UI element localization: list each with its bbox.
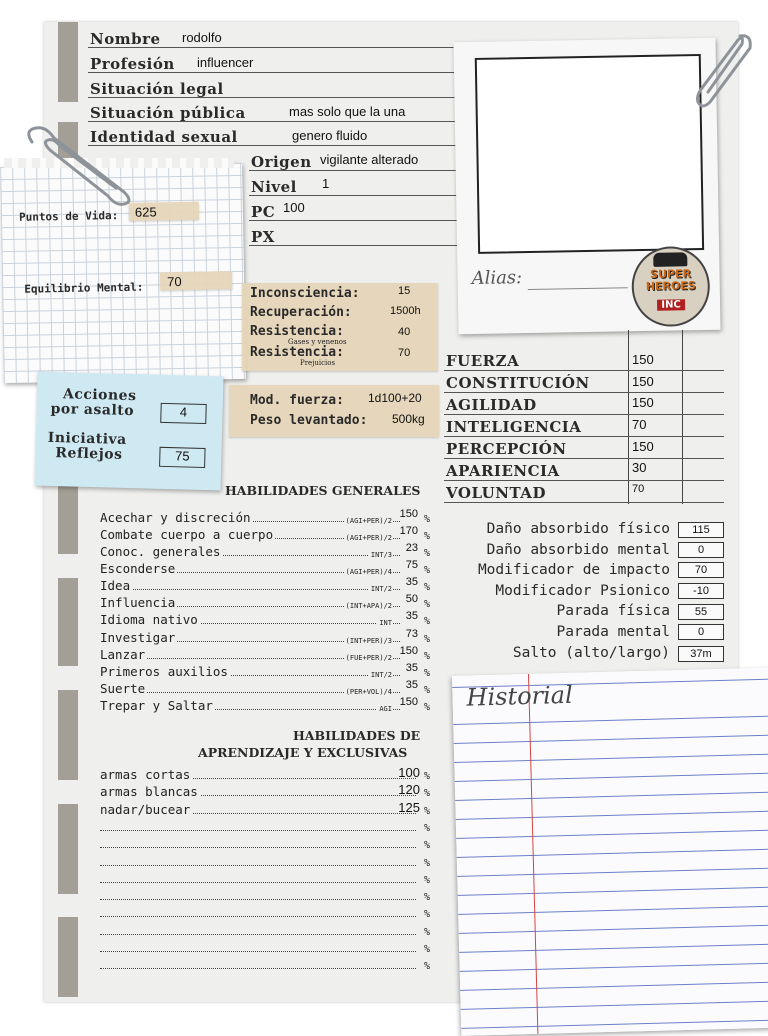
inconsciencia-value[interactable]: 15 (398, 285, 411, 297)
historial-title: Historial (466, 680, 574, 712)
derived-box-4[interactable]: 55 (678, 604, 724, 620)
resistencia-gases-sub: Gases y venenos (288, 338, 347, 346)
skill-formula: (AGI+PER)/2 (345, 517, 392, 525)
percent-symbol: % (423, 961, 430, 973)
situacion-publica-value[interactable]: mas solo que la una (289, 104, 406, 119)
skill-name: Esconderse (100, 561, 176, 576)
learned-skill-name: armas blancas (100, 784, 198, 800)
learned-title-2: APRENDIZAJE Y EXCLUSIVAS (198, 745, 408, 760)
skill-name: Acechar y discreción (100, 510, 251, 525)
percent-symbol: % (423, 771, 430, 782)
binding-strip (58, 917, 78, 997)
percent-symbol: % (423, 909, 430, 921)
resistencia-prejuicios-sub: Prejuicios (300, 359, 336, 367)
stat-agilidad-label: AGILIDAD (446, 396, 537, 414)
peso-label: Peso levantado: (250, 413, 368, 428)
learned-skill-row[interactable] (100, 834, 430, 851)
skill-value[interactable]: 150 (399, 508, 418, 520)
peso-value[interactable]: 500kg (392, 412, 425, 426)
skill-name: Investigar (100, 630, 176, 645)
actions-sticky (35, 372, 224, 491)
learned-skill-row[interactable] (100, 921, 430, 938)
px-line (249, 245, 459, 246)
skill-formula: (AGI+PER)/4 (345, 568, 392, 576)
learned-skill-row[interactable] (100, 817, 430, 834)
binding-strip (58, 690, 78, 780)
px-label: PX (251, 228, 275, 246)
mod-fuerza-label: Mod. fuerza: (250, 393, 344, 408)
stat-inteligencia-label: INTELIGENCIA (446, 418, 582, 436)
learned-skill-row[interactable] (100, 886, 430, 903)
origen-value[interactable]: vigilante alterado (320, 152, 419, 167)
skill-name: Suerte (100, 681, 146, 696)
derived-box-0[interactable]: 115 (678, 522, 724, 538)
skill-value[interactable]: 35 (405, 679, 418, 691)
skill-value[interactable]: 150 (399, 645, 418, 657)
percent-symbol: % (423, 531, 430, 542)
derived-label-6: Salto (alto/largo) (512, 645, 670, 661)
stat-voluntad-value[interactable]: 70 (632, 483, 645, 495)
origen-label: Origen (251, 153, 312, 171)
percent-symbol: % (423, 840, 430, 852)
percent-symbol: % (423, 582, 430, 593)
stat-apariencia-value[interactable]: 30 (632, 460, 647, 475)
historial-notebook[interactable] (452, 667, 768, 1036)
percent-symbol: % (423, 926, 430, 938)
pc-line (249, 220, 459, 221)
learned-skill-row[interactable] (100, 903, 430, 920)
percent-symbol: % (423, 685, 430, 696)
skill-row[interactable] (100, 593, 430, 610)
skill-value[interactable]: 150 (399, 696, 418, 708)
stat-fuerza-label: FUERZA (446, 352, 520, 370)
identidad-line (88, 145, 462, 146)
acciones-label-1: Acciones (62, 386, 137, 405)
percent-symbol: % (423, 548, 430, 559)
portrait-image[interactable] (475, 54, 704, 254)
derived-label-0: Daño absorbido físico (486, 521, 670, 537)
origen-line (249, 170, 459, 171)
percent-symbol: % (423, 599, 430, 610)
stat-constitucion-value[interactable]: 150 (632, 374, 654, 389)
notebook-margin (528, 674, 538, 1034)
binding-strip (58, 804, 78, 894)
percent-symbol: % (423, 874, 430, 886)
learned-skill-value[interactable]: 120 (398, 782, 420, 798)
learned-skill-value[interactable]: 125 (398, 799, 420, 815)
logo-line-3: INC (657, 299, 685, 310)
skill-formula: (PER+VOL)/4 (345, 688, 392, 696)
iniciativa-label-1: Iniciativa (47, 429, 127, 448)
skill-row[interactable] (100, 696, 430, 713)
skill-value[interactable]: 35 (405, 576, 418, 588)
skill-row[interactable] (100, 662, 430, 679)
identidad-label: Identidad sexual (90, 128, 238, 146)
percent-symbol: % (423, 805, 430, 817)
skill-formula: (INT+PER)/3 (345, 637, 392, 645)
stat-fuerza-value[interactable]: 150 (632, 352, 654, 367)
portrait-frame (453, 38, 720, 335)
skill-row[interactable] (100, 508, 430, 525)
percent-symbol: % (423, 514, 430, 525)
pc-label: PC (251, 203, 276, 221)
learned-skill-row[interactable] (100, 765, 430, 782)
stat-percepcion-value[interactable]: 150 (632, 439, 654, 454)
percent-symbol: % (423, 668, 430, 679)
skill-formula: (FUE+PER)/2 (345, 654, 392, 662)
stat-constitucion-label: CONSTITUCIÓN (446, 374, 590, 392)
stat-apariencia-label: APARIENCIA (446, 462, 560, 480)
percent-symbol: % (423, 822, 430, 834)
nombre-line (88, 47, 462, 48)
situacion-publica-line (88, 121, 462, 122)
iniciativa-label-2: Reflejos (55, 445, 123, 463)
acciones-label-2: por asalto (50, 400, 135, 420)
skill-name: Trepar y Saltar (100, 698, 213, 713)
equilibrio-value[interactable]: 70 (167, 273, 182, 290)
resistencia-gases-value[interactable]: 40 (398, 326, 411, 338)
percent-symbol: % (423, 565, 430, 576)
derived-label-4: Parada física (556, 603, 670, 619)
learned-skill-row[interactable] (100, 800, 430, 817)
learned-skill-row[interactable] (100, 852, 430, 869)
stats-divider (628, 330, 629, 504)
pc-value[interactable]: 100 (283, 200, 305, 215)
skill-formula: INT/2 (370, 585, 392, 593)
skill-formula: (INT+APA)/2 (345, 602, 392, 610)
derived-label-2: Modificador de impacto (477, 562, 670, 578)
learned-title-1: HABILIDADES DE (293, 728, 421, 743)
resistencia-prejuicios-value[interactable]: 70 (398, 347, 411, 359)
alias-label: Alias: (471, 267, 523, 290)
learned-skill-name: nadar/bucear (100, 801, 191, 817)
puntos-vida-value[interactable]: 625 (134, 204, 157, 220)
skill-value[interactable]: 35 (405, 610, 418, 622)
percent-symbol: % (423, 788, 430, 800)
derived-box-5[interactable]: 0 (678, 624, 724, 640)
stat-agilidad-value[interactable]: 150 (632, 395, 654, 410)
percent-symbol: % (423, 616, 430, 627)
skills-title: HABILIDADES GENERALES (225, 483, 421, 498)
percent-symbol: % (423, 857, 430, 869)
situacion-legal-label: Situación legal (90, 80, 224, 98)
mod-fuerza-value[interactable]: 1d100+20 (368, 391, 422, 405)
logo-line-1: SUPER (649, 267, 692, 281)
binding-strip (58, 484, 78, 554)
puntos-vida-label: Puntos de Vida: (18, 209, 119, 224)
skill-row[interactable] (100, 525, 430, 542)
learned-skill-name: armas cortas (100, 767, 191, 782)
stat-inteligencia-value[interactable]: 70 (632, 417, 647, 432)
acciones-box[interactable]: 4 (160, 403, 207, 424)
percent-symbol: % (423, 892, 430, 904)
equilibrio-label: Equilibrio Mental: (24, 280, 144, 296)
alias-line (528, 287, 628, 290)
skill-value[interactable]: 73 (405, 628, 418, 640)
situacion-publica-label: Situación pública (90, 104, 246, 122)
binding-strip (58, 22, 78, 102)
learned-skill-row[interactable] (100, 938, 430, 955)
skill-row[interactable] (100, 679, 430, 696)
skill-formula: INT (379, 619, 392, 627)
skill-value[interactable]: 50 (405, 593, 418, 605)
inconsciencia-label: Inconsciencia: (250, 286, 360, 301)
skill-row[interactable] (100, 576, 430, 593)
resistencia-gases-label: Resistencia: (250, 324, 344, 339)
identidad-value[interactable]: genero fluido (292, 128, 368, 143)
resistencia-prejuicios-label: Resistencia: (250, 345, 344, 360)
skill-name: Idea (100, 578, 131, 593)
skill-row[interactable] (100, 610, 430, 627)
percent-symbol: % (423, 702, 430, 713)
skill-formula: (AGI+PER)/2 (345, 534, 392, 542)
binding-strip (58, 578, 78, 666)
skill-value[interactable]: 23 (405, 542, 418, 554)
paperclip-icon (20, 122, 140, 207)
derived-label-1: Daño absorbido mental (486, 542, 670, 558)
skill-row[interactable] (100, 559, 430, 576)
learned-skill-value[interactable]: 100 (398, 765, 420, 780)
skill-value[interactable]: 35 (405, 662, 418, 674)
skill-row[interactable] (100, 628, 430, 645)
skill-name: Lanzar (100, 647, 146, 662)
derived-label-3: Modificador Psionico (495, 583, 670, 599)
skill-row[interactable] (100, 542, 430, 559)
stat-percepcion-label: PERCEPCIÓN (446, 440, 567, 458)
recuperacion-value[interactable]: 1500h (390, 305, 421, 317)
skill-value[interactable]: 170 (399, 525, 418, 537)
learned-skill-row[interactable] (100, 869, 430, 886)
profesion-line (88, 72, 462, 73)
skill-name: Influencia (100, 595, 176, 610)
super-heroes-logo (631, 246, 710, 327)
derived-label-5: Parada mental (556, 624, 670, 640)
learned-skill-row[interactable] (100, 955, 430, 972)
percent-symbol: % (423, 944, 430, 955)
skill-name: Idioma nativo (100, 612, 198, 627)
stats-divider (682, 330, 683, 504)
situacion-legal-line (88, 97, 462, 98)
logo-line-2: HEROES (645, 279, 696, 293)
skill-formula: AGI (379, 705, 392, 713)
skill-name: Primeros auxilios (100, 664, 228, 679)
nivel-value[interactable]: 1 (322, 176, 330, 191)
derived-box-3[interactable]: -10 (678, 583, 724, 599)
skill-formula: INT/2 (370, 671, 392, 679)
skill-name: Conoc. generales (100, 544, 221, 559)
nivel-line (249, 195, 459, 196)
derived-box-6[interactable]: 37m (678, 646, 724, 662)
skill-row[interactable] (100, 645, 430, 662)
skill-name: Combate cuerpo a cuerpo (100, 527, 274, 542)
percent-symbol: % (423, 634, 430, 645)
nombre-value[interactable]: rodolfo (182, 30, 222, 45)
profesion-label: Profesión (90, 55, 175, 73)
paperclip-icon (692, 30, 758, 110)
derived-box-2[interactable]: 70 (678, 562, 724, 578)
nombre-label: Nombre (90, 30, 161, 48)
skill-value[interactable]: 75 (405, 559, 418, 571)
learned-skill-row[interactable] (100, 782, 430, 799)
profesion-value[interactable]: influencer (197, 55, 254, 70)
skill-formula: INT/3 (370, 551, 392, 559)
recuperacion-label: Recuperación: (250, 305, 352, 320)
percent-symbol: % (423, 651, 430, 662)
derived-box-1[interactable]: 0 (678, 542, 724, 558)
iniciativa-box[interactable]: 75 (159, 447, 206, 468)
stat-voluntad-label: VOLUNTAD (446, 484, 546, 502)
nivel-label: Nivel (251, 178, 297, 196)
